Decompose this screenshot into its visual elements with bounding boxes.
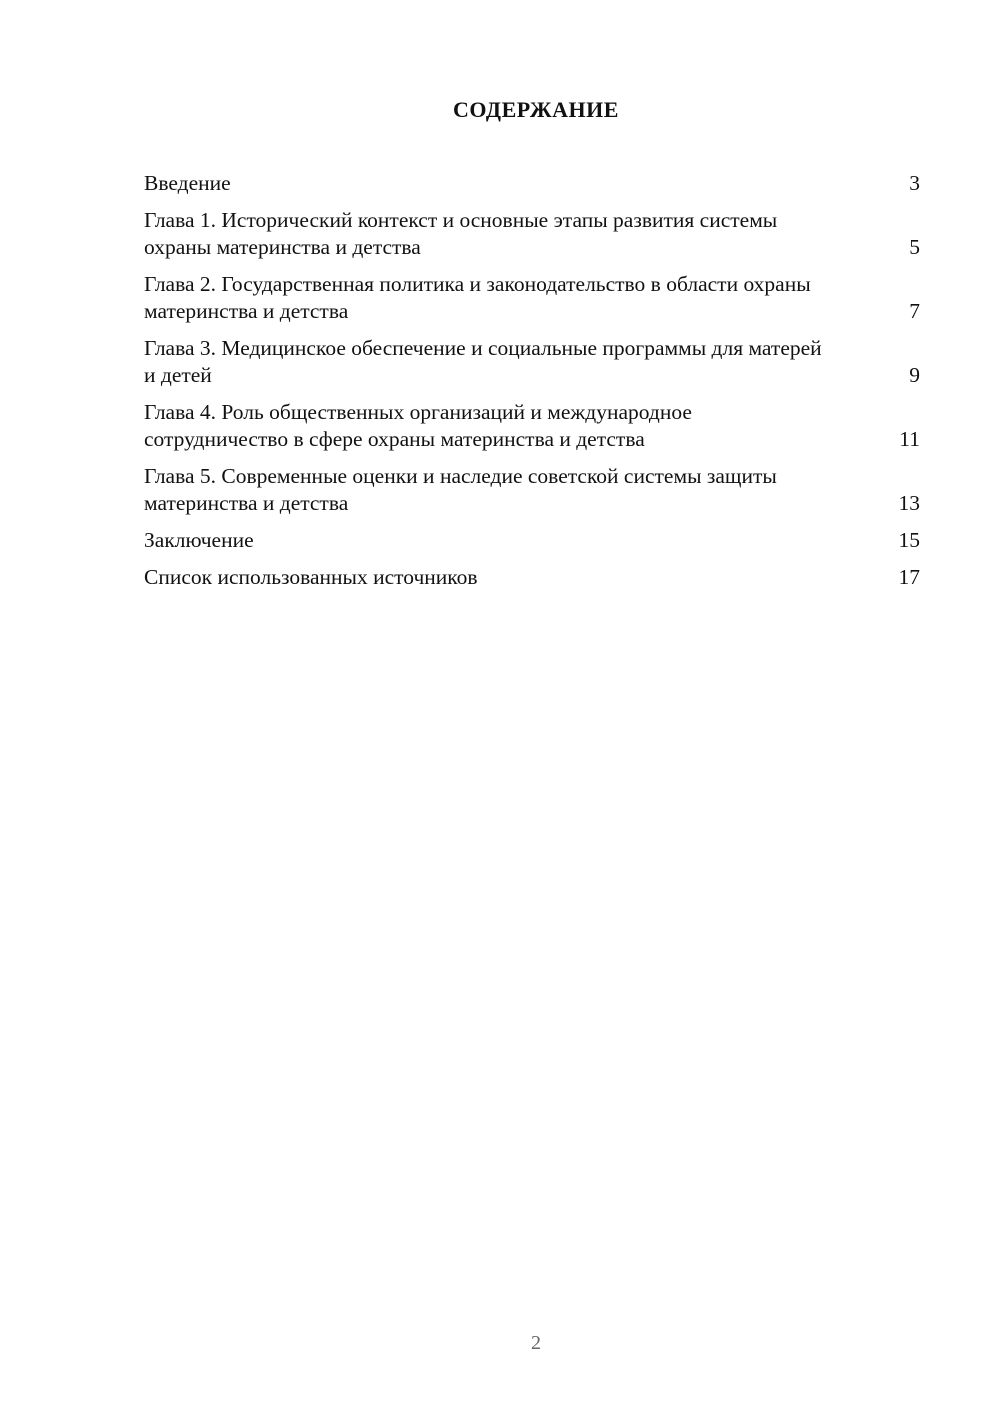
toc-item-chapter-1[interactable]	[144, 207, 920, 261]
toc-item-references[interactable]	[144, 564, 920, 591]
toc-item-text: Глава 4. Роль общественных организаций и международное сотрудничество в сфере охраны материнства и детства	[144, 400, 692, 451]
toc-item-chapter-3[interactable]	[144, 335, 920, 389]
toc-item-page: 7	[909, 299, 920, 323]
toc-item-chapter-2[interactable]	[144, 271, 920, 325]
toc-item-text: Заключение	[144, 528, 254, 552]
toc-item-text: Список использованных источников	[144, 565, 478, 589]
toc-item-chapter-4[interactable]	[144, 399, 920, 453]
page-title: СОДЕРЖАНИЕ	[453, 97, 619, 122]
page-number: 2	[531, 1332, 541, 1354]
toc-item-introduction[interactable]	[144, 170, 920, 197]
toc-item-page: 13	[898, 491, 920, 515]
toc-item-page: 15	[898, 528, 920, 552]
toc-item-page: 9	[909, 363, 920, 387]
toc-item-page: 3	[909, 171, 920, 195]
toc-item-text: Глава 2. Государственная политика и законодательство в области охраны материнства и детства	[144, 272, 811, 323]
toc-item-chapter-5[interactable]	[144, 463, 920, 517]
toc-item-page: 11	[899, 427, 920, 451]
table-of-contents	[144, 170, 920, 601]
toc-item-text: Глава 5. Современные оценки и наследие советской системы защиты материнства и детства	[144, 464, 777, 515]
toc-item-text: Введение	[144, 171, 231, 195]
toc-item-page: 5	[909, 235, 920, 259]
toc-item-conclusion[interactable]	[144, 527, 920, 554]
toc-item-text: Глава 3. Медицинское обеспечение и социальные программы для матерей и детей	[144, 336, 822, 387]
toc-item-text: Глава 1. Исторический контекст и основные этапы развития системы охраны материнства и детства	[144, 208, 778, 259]
toc-item-page: 17	[898, 565, 920, 589]
